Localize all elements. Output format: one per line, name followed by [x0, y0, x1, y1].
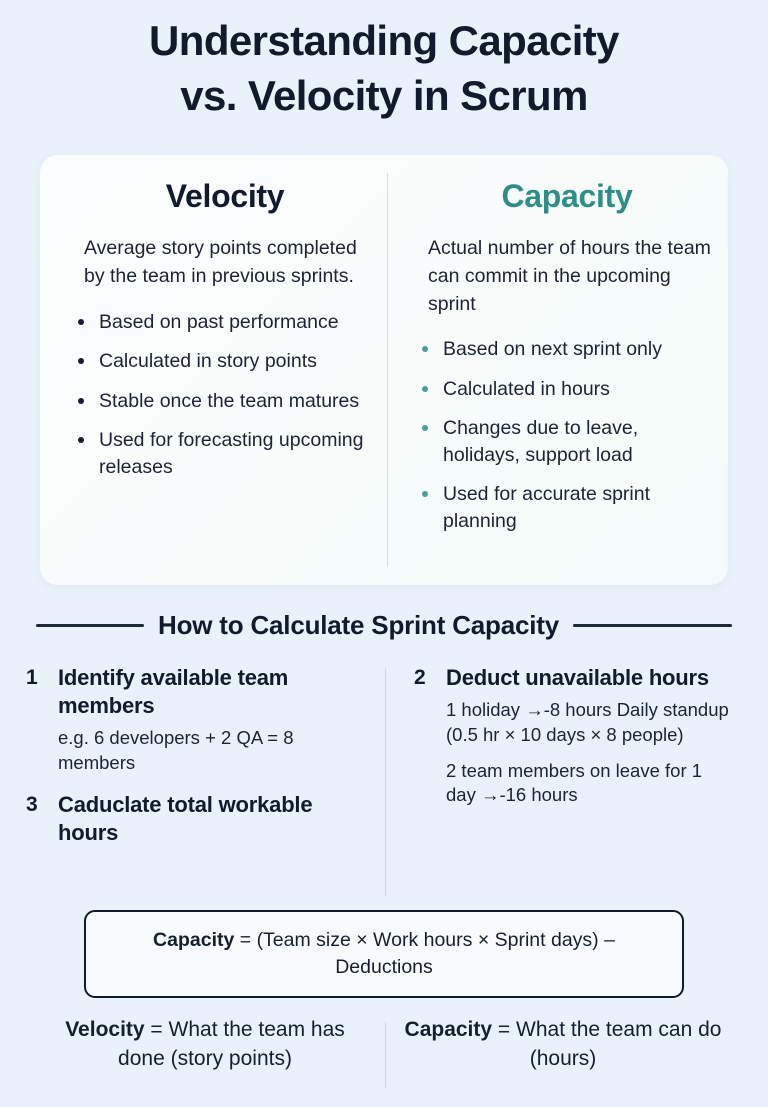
section-heading — [36, 610, 732, 641]
list-item: Calculated in hours — [420, 376, 714, 403]
formula-box — [84, 910, 684, 998]
step-3 — [26, 791, 372, 847]
capacity-description: Actual number of hours the team can commit in the upcoming sprint — [428, 237, 711, 315]
steps-section — [26, 664, 742, 898]
step-body — [446, 664, 730, 808]
list-item: Used for forecasting upcoming releases — [76, 427, 374, 480]
step-number: 2 — [414, 666, 426, 689]
steps-divider — [385, 668, 386, 896]
rule-right — [573, 624, 732, 627]
summary-divider — [385, 1022, 386, 1088]
capacity-bullet-list — [420, 336, 714, 534]
steps-column-left — [26, 664, 384, 898]
page-title — [0, 0, 768, 123]
list-item: Based on next sprint only — [420, 336, 714, 363]
list-item: Based on past performance — [76, 309, 374, 336]
summary-section — [26, 1016, 742, 1094]
summary-capacity-term: Capacity — [404, 1018, 493, 1041]
step-note: 1 holiday →-8 hours Daily standup (0.5 hr × 10 days × 8 people) — [446, 698, 729, 745]
formula-text — [102, 927, 666, 981]
summary-velocity — [26, 1016, 384, 1094]
steps-column-right — [384, 664, 742, 898]
summary-capacity — [384, 1016, 742, 1094]
summary-capacity-text: = What the team can do (hours) — [492, 1018, 722, 1070]
step-2 — [414, 664, 730, 808]
list-item: Changes due to leave, holidays, support load — [420, 415, 714, 468]
step-title: Caduclate total workable hours — [58, 792, 313, 846]
step-body — [58, 791, 372, 847]
capacity-column — [384, 155, 728, 585]
summary-velocity-term: Velocity — [65, 1018, 145, 1041]
step-body — [58, 664, 372, 775]
page-title-line-1: Understanding Capacity — [149, 17, 619, 64]
step-1 — [26, 664, 372, 775]
capacity-heading: Capacity — [501, 178, 633, 214]
velocity-bullet-list — [76, 309, 374, 481]
step-note: 2 team members on leave for 1 day →-16 hours — [446, 759, 703, 806]
list-item: Calculated in story points — [76, 348, 374, 375]
summary-velocity-text: = What the team has done (story points) — [118, 1018, 345, 1070]
step-title: Identify available team members — [58, 665, 289, 718]
list-item: Stable once the team matures — [76, 388, 374, 415]
step-note: e.g. 6 developers + 2 QA = 8 members — [58, 726, 294, 773]
velocity-heading: Velocity — [165, 178, 285, 214]
velocity-description: Average story points completed by the team in previous sprints. — [84, 237, 357, 287]
list-item: Used for accurate sprint planning — [420, 481, 714, 534]
section-heading-text: How to Calculate Sprint Capacity — [158, 610, 560, 640]
formula-label: Capacity — [153, 929, 235, 952]
comparison-card — [40, 155, 728, 585]
rule-left — [36, 624, 144, 627]
velocity-column — [40, 155, 384, 585]
formula-body: = (Team size × Work hours × Sprint days) – Deductions — [234, 929, 615, 978]
page-title-line-2: vs. Velocity in Scrum — [180, 71, 588, 119]
step-number: 1 — [26, 666, 38, 689]
step-number: 3 — [26, 793, 38, 817]
step-title: Deduct unavailable hours — [446, 665, 709, 690]
